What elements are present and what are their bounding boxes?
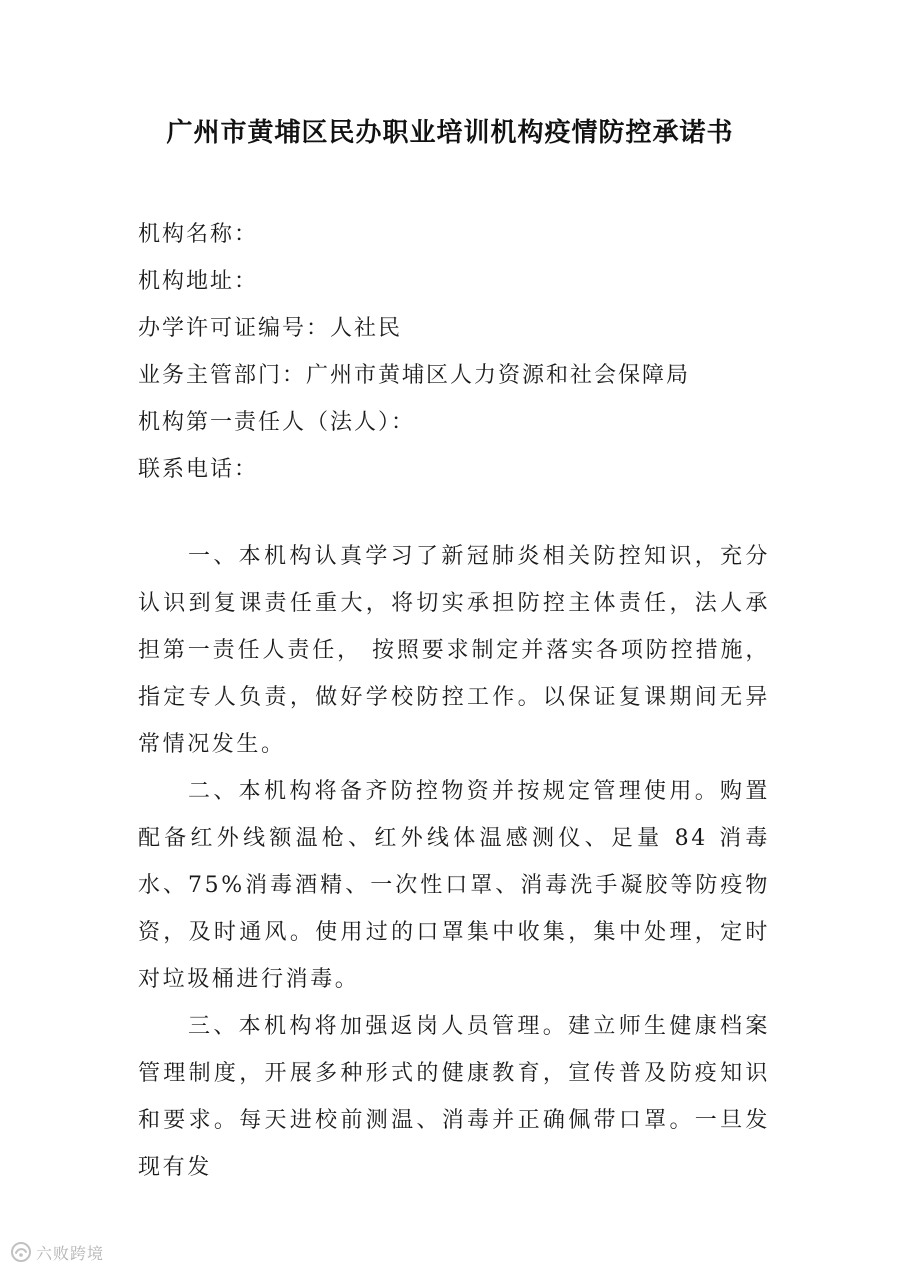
field-legal-representative: 机构第一责任人（法人）： bbox=[138, 410, 416, 435]
watermark-logo-icon bbox=[10, 1241, 32, 1263]
document-title: 广州市黄埔区民办职业培训机构疫情防控承诺书 bbox=[166, 118, 734, 148]
field-org-name: 机构名称： bbox=[138, 222, 259, 247]
info-fields bbox=[138, 211, 778, 493]
field-org-address: 机构地址： bbox=[138, 269, 259, 294]
paragraph-3: 三、本机构将加强返岗人员管理。建立师生健康档案管理制度，开展多种形式的健康教育，宣传普及防疫知识和要求。每天进校前测温、消毒并正确佩带口罩。一旦发现有发 bbox=[138, 1014, 770, 1180]
paragraph-2: 二、本机构将备齐防控物资并按规定管理使用。购置配备红外线额温枪、红外线体温感测仪、足量 84 消毒水、75%消毒酒精、一次性口罩、消毒洗手凝胶等防疫物资，及时通风。使用过的口罩集中收集，集中处理，定时对垃圾桶进行消毒。 bbox=[138, 779, 770, 992]
field-supervising-department: 业务主管部门：广州市黄埔区人力资源和社会保障局 bbox=[138, 363, 691, 388]
field-license-number: 办学许可证编号：人社民 bbox=[138, 316, 403, 341]
paragraph-1: 一、本机构认真学习了新冠肺炎相关防控知识，充分认识到复课责任重大，将切实承担防控主体责任，法人承担第一责任人责任， 按照要求制定并落实各项防控措施，指定专人负责，做好学校防控工作。以保证复课期间无异常情况发生。 bbox=[138, 544, 770, 757]
watermark-text: 六败跨境 bbox=[36, 1243, 105, 1263]
watermark bbox=[10, 1240, 104, 1264]
commitment-body bbox=[138, 533, 770, 1191]
field-contact-phone: 联系电话： bbox=[138, 457, 259, 482]
